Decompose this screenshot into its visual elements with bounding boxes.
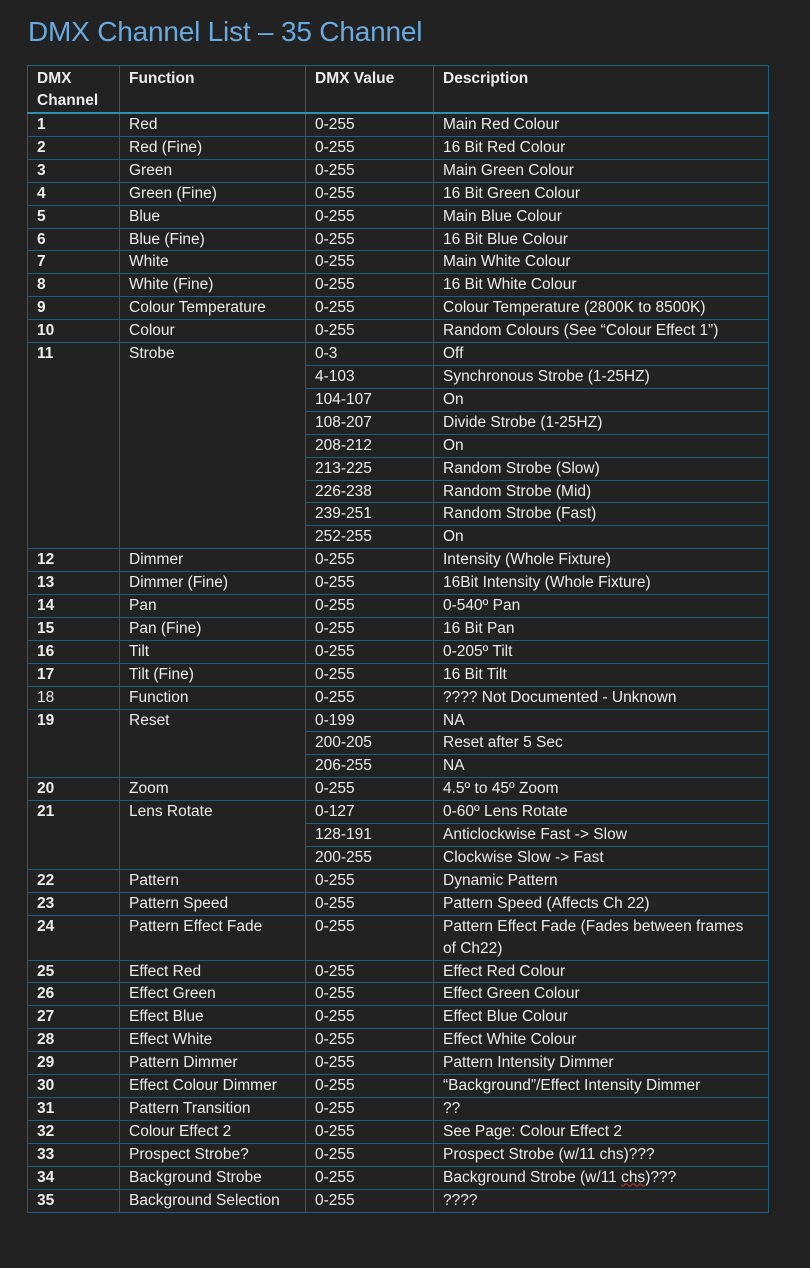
channel-number: 20 bbox=[28, 778, 120, 801]
channel-number: 23 bbox=[28, 892, 120, 915]
channel-number: 5 bbox=[28, 205, 120, 228]
description: 0-60º Lens Rotate bbox=[434, 801, 769, 824]
dmx-value: 200-255 bbox=[306, 847, 434, 870]
dmx-value: 226-238 bbox=[306, 480, 434, 503]
function-name: Effect Colour Dimmer bbox=[120, 1075, 306, 1098]
dmx-value: 0-255 bbox=[306, 869, 434, 892]
dmx-value: 0-255 bbox=[306, 297, 434, 320]
function-name: Pattern Dimmer bbox=[120, 1052, 306, 1075]
dmx-channel-table bbox=[27, 65, 769, 1213]
function-name: Effect Green bbox=[120, 983, 306, 1006]
table-header bbox=[28, 66, 769, 114]
description: 16Bit Intensity (Whole Fixture) bbox=[434, 572, 769, 595]
channel-number: 21 bbox=[28, 801, 120, 870]
description: Background Strobe (w/11 chs)??? bbox=[434, 1166, 769, 1189]
table-row bbox=[28, 1097, 769, 1120]
dmx-value: 0-255 bbox=[306, 1029, 434, 1052]
function-name: Effect Blue bbox=[120, 1006, 306, 1029]
table-row bbox=[28, 1052, 769, 1075]
channel-number: 2 bbox=[28, 136, 120, 159]
dmx-value: 0-255 bbox=[306, 663, 434, 686]
channel-number: 19 bbox=[28, 709, 120, 778]
dmx-value: 0-3 bbox=[306, 343, 434, 366]
function-name: Colour Effect 2 bbox=[120, 1120, 306, 1143]
description: Main Red Colour bbox=[434, 113, 769, 136]
channel-number: 28 bbox=[28, 1029, 120, 1052]
description: Pattern Intensity Dimmer bbox=[434, 1052, 769, 1075]
channel-number: 10 bbox=[28, 320, 120, 343]
function-name: White bbox=[120, 251, 306, 274]
dmx-value: 0-255 bbox=[306, 640, 434, 663]
page-title: DMX Channel List – 35 Channel bbox=[28, 16, 423, 47]
header-dmx-channel bbox=[28, 66, 120, 114]
table-row bbox=[28, 1166, 769, 1189]
table-row bbox=[28, 572, 769, 595]
dmx-value: 0-255 bbox=[306, 159, 434, 182]
function-name: Pattern Transition bbox=[120, 1097, 306, 1120]
channel-number: 18 bbox=[28, 686, 120, 709]
dmx-value: 200-205 bbox=[306, 732, 434, 755]
dmx-value: 128-191 bbox=[306, 824, 434, 847]
description: 4.5º to 45º Zoom bbox=[434, 778, 769, 801]
table-row bbox=[28, 1075, 769, 1098]
description: ???? Not Documented - Unknown bbox=[434, 686, 769, 709]
function-name: Tilt bbox=[120, 640, 306, 663]
description: 16 Bit Pan bbox=[434, 617, 769, 640]
dmx-value: 0-255 bbox=[306, 1189, 434, 1212]
description: Random Colours (See “Colour Effect 1”) bbox=[434, 320, 769, 343]
dmx-value: 0-255 bbox=[306, 983, 434, 1006]
function-name: Blue (Fine) bbox=[120, 228, 306, 251]
channel-number: 6 bbox=[28, 228, 120, 251]
description: On bbox=[434, 388, 769, 411]
description: Random Strobe (Mid) bbox=[434, 480, 769, 503]
dmx-value: 108-207 bbox=[306, 411, 434, 434]
spellcheck-mark: chs bbox=[621, 1168, 646, 1186]
function-name: Reset bbox=[120, 709, 306, 778]
dmx-value: 0-255 bbox=[306, 1075, 434, 1098]
table-row bbox=[28, 801, 769, 824]
dmx-value: 0-255 bbox=[306, 960, 434, 983]
description: Pattern Effect Fade (Fades between frames of Ch22) bbox=[434, 915, 769, 960]
dmx-value: 0-255 bbox=[306, 1052, 434, 1075]
dmx-value: 0-255 bbox=[306, 1097, 434, 1120]
channel-number: 33 bbox=[28, 1143, 120, 1166]
function-name: Function bbox=[120, 686, 306, 709]
dmx-value: 0-255 bbox=[306, 572, 434, 595]
description: ???? bbox=[434, 1189, 769, 1212]
channel-number: 14 bbox=[28, 595, 120, 618]
function-name: Red bbox=[120, 113, 306, 136]
function-name: Blue bbox=[120, 205, 306, 228]
dmx-value: 213-225 bbox=[306, 457, 434, 480]
channel-number: 3 bbox=[28, 159, 120, 182]
header-function: Function bbox=[120, 66, 306, 114]
description: Off bbox=[434, 343, 769, 366]
function-name: Effect Red bbox=[120, 960, 306, 983]
channel-number: 29 bbox=[28, 1052, 120, 1075]
description: NA bbox=[434, 755, 769, 778]
function-name: Pattern bbox=[120, 869, 306, 892]
channel-number: 16 bbox=[28, 640, 120, 663]
channel-number: 17 bbox=[28, 663, 120, 686]
table-row bbox=[28, 228, 769, 251]
description: 16 Bit Blue Colour bbox=[434, 228, 769, 251]
table-row bbox=[28, 274, 769, 297]
dmx-value: 0-199 bbox=[306, 709, 434, 732]
table-row bbox=[28, 1189, 769, 1212]
table-row bbox=[28, 1120, 769, 1143]
description: Random Strobe (Slow) bbox=[434, 457, 769, 480]
description: On bbox=[434, 526, 769, 549]
dmx-value: 0-255 bbox=[306, 1166, 434, 1189]
description: On bbox=[434, 434, 769, 457]
dmx-value: 0-255 bbox=[306, 1006, 434, 1029]
function-name: Pattern Speed bbox=[120, 892, 306, 915]
description: Pattern Speed (Affects Ch 22) bbox=[434, 892, 769, 915]
dmx-value: 208-212 bbox=[306, 434, 434, 457]
table-row bbox=[28, 1143, 769, 1166]
dmx-value: 0-255 bbox=[306, 251, 434, 274]
description: Effect White Colour bbox=[434, 1029, 769, 1052]
table-row bbox=[28, 869, 769, 892]
dmx-value: 0-255 bbox=[306, 113, 434, 136]
description: 0-540º Pan bbox=[434, 595, 769, 618]
channel-number: 9 bbox=[28, 297, 120, 320]
dmx-value: 252-255 bbox=[306, 526, 434, 549]
description: Intensity (Whole Fixture) bbox=[434, 549, 769, 572]
table-row bbox=[28, 778, 769, 801]
dmx-value: 0-255 bbox=[306, 1143, 434, 1166]
function-name: Dimmer bbox=[120, 549, 306, 572]
description: “Background”/Effect Intensity Dimmer bbox=[434, 1075, 769, 1098]
function-name: Pan bbox=[120, 595, 306, 618]
table-row bbox=[28, 983, 769, 1006]
dmx-value: 0-255 bbox=[306, 320, 434, 343]
function-name: Pattern Effect Fade bbox=[120, 915, 306, 960]
channel-number: 1 bbox=[28, 113, 120, 136]
function-name: Colour Temperature bbox=[120, 297, 306, 320]
table-body bbox=[28, 113, 769, 1212]
channel-number: 15 bbox=[28, 617, 120, 640]
function-name: Background Selection bbox=[120, 1189, 306, 1212]
table-row bbox=[28, 595, 769, 618]
channel-number: 22 bbox=[28, 869, 120, 892]
description: 16 Bit Green Colour bbox=[434, 182, 769, 205]
description: Synchronous Strobe (1-25HZ) bbox=[434, 365, 769, 388]
description: Anticlockwise Fast -> Slow bbox=[434, 824, 769, 847]
channel-number: 11 bbox=[28, 343, 120, 549]
function-name: Dimmer (Fine) bbox=[120, 572, 306, 595]
table-row bbox=[28, 1029, 769, 1052]
function-name: Effect White bbox=[120, 1029, 306, 1052]
function-name: Zoom bbox=[120, 778, 306, 801]
header-dmx-value: DMX Value bbox=[306, 66, 434, 114]
table-row bbox=[28, 136, 769, 159]
dmx-value: 0-255 bbox=[306, 182, 434, 205]
table-row bbox=[28, 159, 769, 182]
channel-number: 8 bbox=[28, 274, 120, 297]
channel-number: 30 bbox=[28, 1075, 120, 1098]
channel-number: 24 bbox=[28, 915, 120, 960]
table-row bbox=[28, 549, 769, 572]
description: Main Green Colour bbox=[434, 159, 769, 182]
dmx-value: 0-255 bbox=[306, 778, 434, 801]
table-row bbox=[28, 251, 769, 274]
channel-number: 7 bbox=[28, 251, 120, 274]
function-name: Green (Fine) bbox=[120, 182, 306, 205]
description: 0-205º Tilt bbox=[434, 640, 769, 663]
table-row bbox=[28, 663, 769, 686]
dmx-value: 0-255 bbox=[306, 549, 434, 572]
table-row bbox=[28, 343, 769, 366]
description: Colour Temperature (2800K to 8500K) bbox=[434, 297, 769, 320]
dmx-value: 104-107 bbox=[306, 388, 434, 411]
header-description: Description bbox=[434, 66, 769, 114]
dmx-value: 0-255 bbox=[306, 1120, 434, 1143]
table-row bbox=[28, 915, 769, 960]
channel-number: 13 bbox=[28, 572, 120, 595]
channel-number: 4 bbox=[28, 182, 120, 205]
description: Main White Colour bbox=[434, 251, 769, 274]
description: Divide Strobe (1-25HZ) bbox=[434, 411, 769, 434]
description: NA bbox=[434, 709, 769, 732]
table-row bbox=[28, 686, 769, 709]
channel-number: 25 bbox=[28, 960, 120, 983]
dmx-value: 0-255 bbox=[306, 274, 434, 297]
dmx-value: 0-255 bbox=[306, 228, 434, 251]
table-row bbox=[28, 892, 769, 915]
dmx-value: 0-127 bbox=[306, 801, 434, 824]
description: Effect Red Colour bbox=[434, 960, 769, 983]
dmx-value: 0-255 bbox=[306, 915, 434, 960]
dmx-value: 0-255 bbox=[306, 595, 434, 618]
dmx-value: 239-251 bbox=[306, 503, 434, 526]
dmx-value: 0-255 bbox=[306, 205, 434, 228]
description: Effect Green Colour bbox=[434, 983, 769, 1006]
function-name: Pan (Fine) bbox=[120, 617, 306, 640]
function-name: Lens Rotate bbox=[120, 801, 306, 870]
table-row bbox=[28, 113, 769, 136]
description: Effect Blue Colour bbox=[434, 1006, 769, 1029]
dmx-value: 4-103 bbox=[306, 365, 434, 388]
table-row bbox=[28, 960, 769, 983]
function-name: Red (Fine) bbox=[120, 136, 306, 159]
header-channel-line1: DMX bbox=[37, 70, 72, 87]
description: ?? bbox=[434, 1097, 769, 1120]
table-row bbox=[28, 1006, 769, 1029]
function-name: Green bbox=[120, 159, 306, 182]
description: 16 Bit Tilt bbox=[434, 663, 769, 686]
dmx-value: 0-255 bbox=[306, 136, 434, 159]
channel-number: 34 bbox=[28, 1166, 120, 1189]
table-row bbox=[28, 617, 769, 640]
function-name: Tilt (Fine) bbox=[120, 663, 306, 686]
description: 16 Bit White Colour bbox=[434, 274, 769, 297]
header-row bbox=[28, 66, 769, 114]
table-row bbox=[28, 709, 769, 732]
dmx-value: 0-255 bbox=[306, 892, 434, 915]
dmx-value: 206-255 bbox=[306, 755, 434, 778]
description: Reset after 5 Sec bbox=[434, 732, 769, 755]
description: Random Strobe (Fast) bbox=[434, 503, 769, 526]
header-channel-line2: Channel bbox=[37, 91, 99, 109]
description: Prospect Strobe (w/11 chs)??? bbox=[434, 1143, 769, 1166]
dmx-value: 0-255 bbox=[306, 686, 434, 709]
function-name: Background Strobe bbox=[120, 1166, 306, 1189]
description: Clockwise Slow -> Fast bbox=[434, 847, 769, 870]
dmx-value: 0-255 bbox=[306, 617, 434, 640]
table-row bbox=[28, 320, 769, 343]
function-name: Strobe bbox=[120, 343, 306, 549]
function-name: Prospect Strobe? bbox=[120, 1143, 306, 1166]
channel-number: 12 bbox=[28, 549, 120, 572]
table-row bbox=[28, 640, 769, 663]
table-row bbox=[28, 297, 769, 320]
channel-number: 27 bbox=[28, 1006, 120, 1029]
description: 16 Bit Red Colour bbox=[434, 136, 769, 159]
channel-number: 31 bbox=[28, 1097, 120, 1120]
channel-number: 32 bbox=[28, 1120, 120, 1143]
description: Main Blue Colour bbox=[434, 205, 769, 228]
table-row bbox=[28, 182, 769, 205]
description: Dynamic Pattern bbox=[434, 869, 769, 892]
channel-number: 35 bbox=[28, 1189, 120, 1212]
description: See Page: Colour Effect 2 bbox=[434, 1120, 769, 1143]
table-row bbox=[28, 205, 769, 228]
function-name: Colour bbox=[120, 320, 306, 343]
function-name: White (Fine) bbox=[120, 274, 306, 297]
channel-number: 26 bbox=[28, 983, 120, 1006]
